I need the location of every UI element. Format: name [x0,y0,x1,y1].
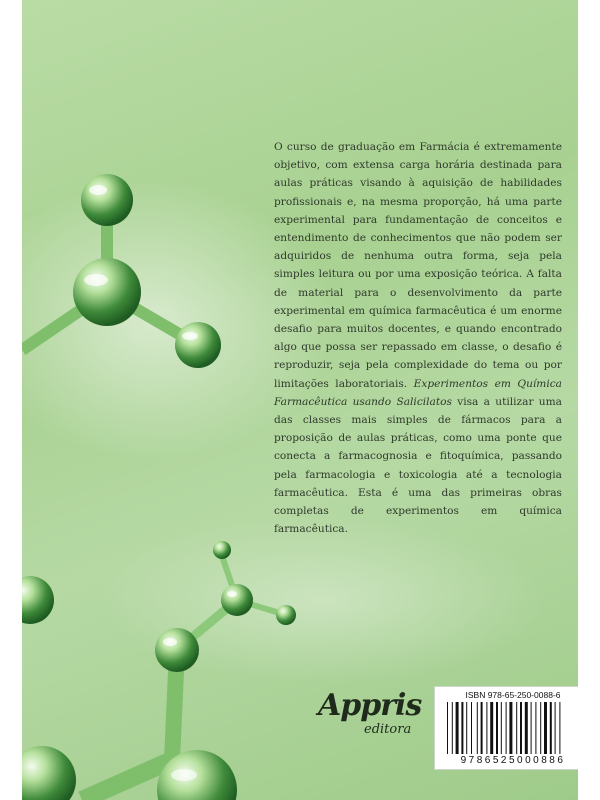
publisher-name: Appris [318,688,422,723]
blurb-paragraph-after: visa a utilizar uma das classes mais simples de fármacos para a proposição de aulas práticas, como uma ponte que conecta a farmacognosia e fitoquímica, passando pela farmacologia e toxicologia até a tecnologia farmacêutica. Esta é uma das primeiras obras completas de experimentos em química farmacêutica. [274,395,562,536]
publisher-sub: editora [364,722,412,737]
upper-molecule [22,174,221,368]
back-cover [22,0,578,800]
book-title: Experimentos em Química Farmacêutica usando Salicilatos [274,377,562,408]
barcode-number: 9786525000886 [460,755,566,766]
barcode [434,686,578,770]
lower-molecule [22,541,296,800]
barcode-bars [447,702,578,754]
isbn-label: ISBN 978-65-250-0088-6 [465,690,561,700]
back-cover-blurb [274,138,562,538]
publisher-logo [318,688,428,748]
blurb-paragraph-before: O curso de graduação em Farmácia é extremamente objetivo, com extensa carga horária destinada para aulas práticas visando à aquisição de habilidades profissionais e, na mesma proporção, há uma parte experimental para fundamentação de conceitos e entendimento de conhecimentos que não podem ser adquiridos de nenhuma outra forma, seja pela simples leitura ou por uma exposição teórica. A falta de material para o desenvolvimento da parte experimental em química farmacêutica é um enorme desafio para muitos docentes, e quando encontrado algo que possa ser repassado em classe, o desafio é reproduzir, seja pela complexidade do tema ou por limitações laboratoriais. [274,141,562,390]
